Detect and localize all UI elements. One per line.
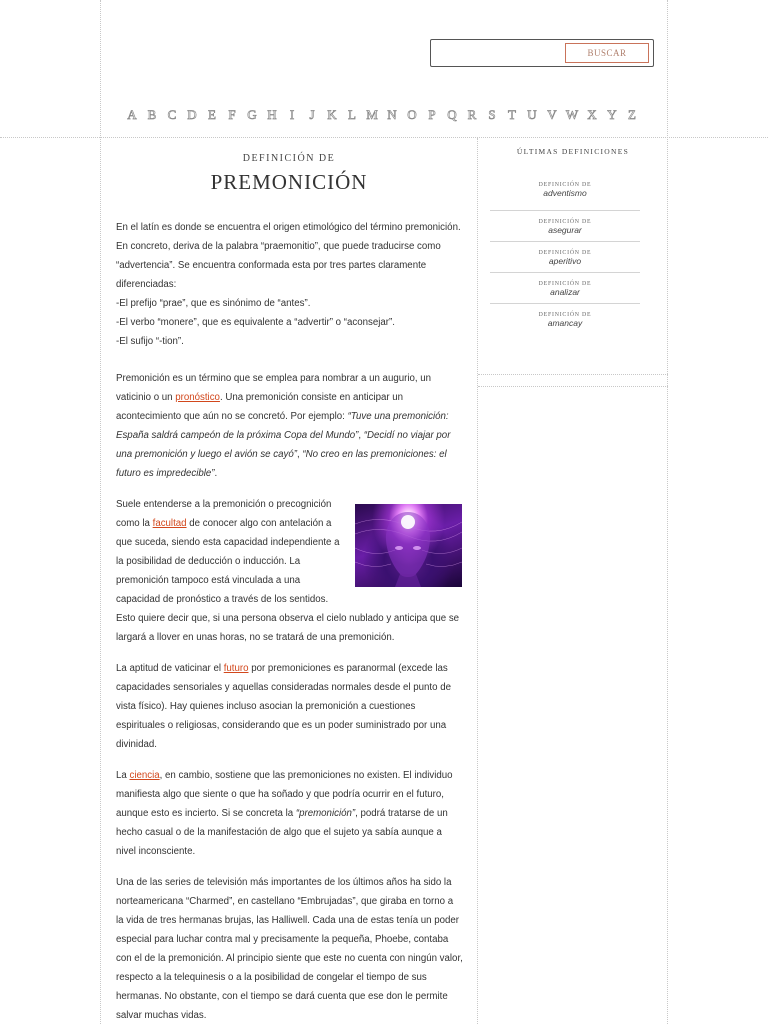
article-paragraph-4 bbox=[116, 659, 463, 754]
list-item-verb: -El verbo “monere”, que es equivalente a “advertir” o “aconsejar”. bbox=[116, 317, 395, 328]
letter-link-n[interactable]: N bbox=[387, 107, 397, 122]
letter-link-w[interactable]: W bbox=[565, 107, 579, 122]
list-item-prefix: -El prefijo “prae”, que es sinónimo de “antes”. bbox=[116, 298, 311, 309]
paragraph-text: La aptitud de vaticinar el bbox=[116, 663, 224, 674]
article-paragraph-6 bbox=[116, 873, 463, 1025]
letter-link-m[interactable]: M bbox=[366, 107, 378, 122]
paragraph-text: La bbox=[116, 770, 130, 781]
letter-link-o[interactable]: O bbox=[407, 107, 417, 122]
letter-link-a[interactable]: A bbox=[127, 107, 137, 122]
sidebar-item-kicker: DEFINICIÓN DE bbox=[538, 281, 592, 287]
list-item-suffix: -El sufijo “-tion”. bbox=[116, 336, 184, 347]
paragraph-text: En el latín es donde se encuentra el origen etimológico del término premonición. En concreto, deriva de la palabra “praemonitio”, que puede traducirse como “advertencia”. Se encuentra conformada esta por tres partes claramente diferenciadas: bbox=[116, 222, 461, 290]
sidebar-item-word: asegurar bbox=[548, 225, 582, 235]
sidebar-item-analizar[interactable] bbox=[490, 272, 640, 303]
paragraph-text: . Una premonición consiste en anticipar un acontecimiento que aún no se concretó. Por ejemplo: bbox=[116, 392, 404, 422]
quoted-term: “premonición” bbox=[295, 808, 356, 819]
example-quote-3: “No creo en las premoniciones: el futuro es impredecible” bbox=[116, 449, 447, 479]
letter-link-f[interactable]: F bbox=[228, 107, 236, 122]
sidebar-bottom-line-2 bbox=[478, 386, 668, 387]
sidebar-item-aperitivo[interactable] bbox=[490, 241, 640, 272]
link-ciencia[interactable]: ciencia bbox=[129, 770, 160, 781]
sidebar-item-word: amancay bbox=[547, 318, 583, 328]
latest-definitions-list bbox=[478, 180, 668, 334]
paragraph-text: Premonición es un término que se emplea para nombrar a un augurio, un vaticinio o un bbox=[116, 373, 432, 403]
letter-link-r[interactable]: R bbox=[467, 107, 477, 122]
sidebar-item-adventismo[interactable] bbox=[490, 180, 640, 210]
letter-link-e[interactable]: E bbox=[208, 107, 216, 122]
sidebar bbox=[478, 138, 668, 334]
article-body bbox=[116, 218, 463, 1025]
example-quote-1: “Tuve una premonición: España saldrá campeón de la próxima Copa del Mundo” bbox=[116, 411, 449, 441]
sidebar-heading: ÚLTIMAS DEFINICIONES bbox=[516, 147, 630, 156]
letter-link-y[interactable]: Y bbox=[607, 107, 617, 122]
sidebar-item-word: analizar bbox=[550, 287, 580, 297]
paragraph-text: Una de las series de televisión más importantes de los últimos años ha sido la norteamericana “Charmed”, en castellano “Embrujadas”, que giraba en torno a la vida de tres hermanas brujas, las Halliwell. Cada una de estas tenía un poder especial para luchar contra mal y precisamente la pequeña, Phoebe, contaba con el de la premonición. Al principio siente que este no cuenta con ningún valor, respecto a la telequinesis o a la posibilidad de congelar el tiempo de sus hermanas. No obstante, con el tiempo se dará cuenta que ese don le permite salvar muchas vidas. bbox=[116, 877, 463, 1021]
letter-link-c[interactable]: C bbox=[167, 107, 177, 122]
link-pronostico[interactable]: pronóstico bbox=[175, 392, 220, 403]
sidebar-item-amancay[interactable] bbox=[490, 303, 640, 334]
letter-link-j[interactable]: J bbox=[309, 107, 315, 122]
sidebar-item-kicker: DEFINICIÓN DE bbox=[538, 182, 592, 188]
letter-link-s[interactable]: S bbox=[488, 107, 496, 122]
paragraph-text: , en cambio, sostiene que las premoniciones no existen. El individuo manifiesta algo que siente o que ha soñado y que podría ocurrir en el futuro, aunque esto es incierto. Si se concreta la bbox=[116, 770, 453, 819]
definition-kicker: DEFINICIÓN DE bbox=[242, 153, 336, 164]
paragraph-text: , podrá tratarse de un hecho casual o de la manifestación de algo que el sujeto ya sabía aunque a nivel inconsciente. bbox=[116, 808, 448, 857]
article-paragraph-3 bbox=[116, 495, 463, 647]
letter-link-b[interactable]: B bbox=[147, 107, 157, 122]
article-paragraph-5 bbox=[116, 766, 463, 861]
letter-link-t[interactable]: T bbox=[508, 107, 516, 122]
letter-link-k[interactable]: K bbox=[327, 107, 337, 122]
link-futuro[interactable]: futuro bbox=[223, 663, 249, 674]
letter-link-g[interactable]: G bbox=[247, 107, 257, 122]
paragraph-text: Suele entenderse a la premonición o precognición como la bbox=[116, 499, 332, 529]
sidebar-item-asegurar[interactable] bbox=[490, 210, 640, 241]
sidebar-item-word: aperitivo bbox=[548, 256, 582, 266]
letter-link-i[interactable]: I bbox=[289, 107, 295, 122]
letter-link-d[interactable]: D bbox=[187, 107, 197, 122]
sidebar-item-kicker: DEFINICIÓN DE bbox=[538, 312, 592, 318]
letter-link-q[interactable]: Q bbox=[447, 107, 457, 122]
search-button[interactable]: BUSCAR bbox=[565, 43, 649, 63]
example-quote-2: “Decidí no viajar por una premonición y luego el avión se cayó” bbox=[116, 430, 451, 460]
letter-link-x[interactable]: X bbox=[587, 107, 597, 122]
sidebar-bottom-line bbox=[478, 374, 668, 375]
letter-link-u[interactable]: U bbox=[527, 107, 537, 122]
sidebar-item-word: adventismo bbox=[543, 188, 587, 198]
link-facultad[interactable]: facultad bbox=[152, 518, 187, 529]
glowing-head-illustration bbox=[355, 504, 462, 587]
paragraph-text: de conocer algo con antelación a que suceda, siendo esta capacidad independiente a la posibilidad de deducción o inducción. La premonición tampoco está vinculada a una capacidad de pronóstico a través de los sentidos. Esto quiere decir que, si una persona observa el cielo nublado y anticipa que se largará a llover en unas horas, no se tratará de una premonición. bbox=[116, 518, 460, 643]
letter-link-v[interactable]: V bbox=[547, 107, 557, 122]
page-title: PREMONICIÓN bbox=[210, 170, 368, 194]
letter-link-h[interactable]: H bbox=[267, 107, 277, 122]
letter-link-p[interactable]: P bbox=[428, 107, 436, 122]
letter-link-l[interactable]: L bbox=[348, 107, 356, 122]
paragraph-text: por premoniciones es paranormal (excede las capacidades sensoriales y aquellas consideradas normales desde el punto de vista físico). Hay quienes incluso asocian la premonición a cuestiones espirituales o religiosas, considerando que es un poder suministrado por una divinidad. bbox=[116, 663, 451, 750]
sidebar-item-kicker: DEFINICIÓN DE bbox=[538, 219, 592, 225]
separator: , bbox=[296, 449, 303, 460]
letter-link-z[interactable]: Z bbox=[628, 107, 636, 122]
alphabet-nav bbox=[122, 106, 642, 124]
search-form bbox=[430, 39, 654, 67]
premonition-head-image bbox=[355, 504, 462, 587]
sidebar-item-kicker: DEFINICIÓN DE bbox=[538, 250, 592, 256]
search-input[interactable] bbox=[435, 43, 563, 65]
paragraph-end: . bbox=[214, 468, 218, 479]
separator: , bbox=[358, 430, 364, 441]
article-paragraph-1 bbox=[116, 218, 463, 351]
article-paragraph-2 bbox=[116, 369, 463, 483]
